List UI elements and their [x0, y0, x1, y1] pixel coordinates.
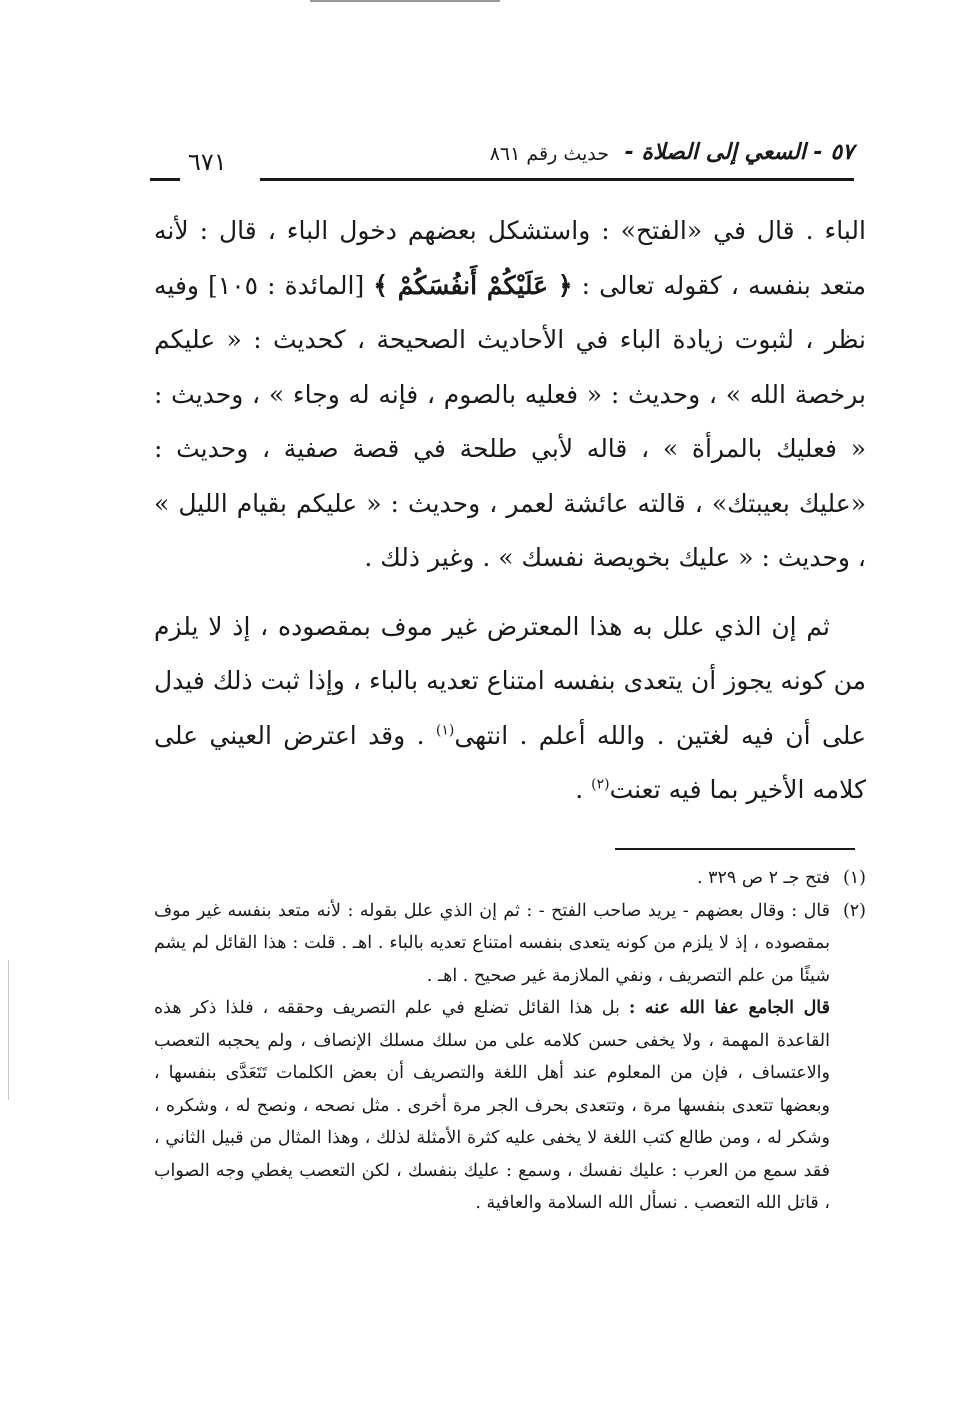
paragraph-2 — [154, 600, 866, 818]
footnote-ref-2[interactable]: (٢) — [591, 776, 610, 793]
header-rule — [260, 178, 854, 181]
footnote-2-author: قال الجامع عفا الله عنه : — [628, 998, 830, 1018]
quran-verse: ﴿ عَلَيْكُمْ أَنفُسَكُمْ ﴾ — [373, 270, 573, 300]
binding-edge-mark — [8, 960, 9, 1100]
running-header — [150, 140, 854, 184]
paragraph-2-text-b: . وقد اعترض العيني على كلامه الأخير بما فيه تعنت — [154, 720, 866, 804]
top-edge-rule — [310, 0, 500, 2]
header-rule-end — [150, 178, 180, 181]
paragraph-1 — [154, 204, 866, 586]
paragraph-2-text-c: . — [575, 775, 592, 804]
footnote-2 — [154, 895, 866, 1220]
footnote-1-number: (١) — [842, 868, 866, 888]
hadith-number: حديث رقم ٨٦١ — [489, 143, 609, 165]
paragraph-1-text-a: الباء . قال في «الفتح» : واستشكل بعضهم دخول الباء ، قال : لأنه متعد بنفسه ، كقوله تعالى : — [154, 216, 867, 300]
main-text — [154, 204, 866, 818]
footnote-2-number: (٢) — [842, 900, 866, 921]
paragraph-1-text-b: [المائدة : ١٠٥] وفيه نظر ، لثبوت زيادة الباء في الأحاديث الصحيحة ، كحديث : « عليكم برخصة الله » ، وحديث : « فعليه بالصوم ، فإنه له وجاء » ، وحديث : « فعليك بالمرأة » ، قاله لأبي طلحة في قصة صفية ، وحديث : «عليك بعيبتك» ، قالته عائشة لعمر ، وحديث : « عليكم بقيام الليل » ، وحديث : « عليك بخويصة نفسك » . وغير ذلك . — [154, 270, 866, 572]
paragraph-2-text-a: ثم إن الذي علل به هذا المعترض غير موف بمقصوده ، إذ لا يلزم من كونه يجوز أن يتعدى بنفسه امتناع تعديه بالباء ، وإذا ثبت ذلك فيدل على أن فيه لغتين . والله أعلم . انتهى — [154, 611, 866, 750]
footnote-separator — [615, 848, 855, 850]
chapter-title: ٥٧ - السعي إلى الصلاة - — [624, 140, 854, 165]
page-number: ٦٧١ — [188, 148, 227, 176]
footnote-1 — [154, 862, 866, 895]
footnote-ref-1[interactable]: (١) — [435, 722, 455, 739]
footnotes — [154, 862, 866, 1220]
footnote-1-text: فتح جـ ٢ ص ٣٢٩ . — [696, 868, 830, 888]
footnote-2-text-a: قال : وقال بعضهم - يريد صاحب الفتح - : ثم إن الذي علل بقوله : لأنه متعد بنفسه غير موف بمقصوده ، إذ لا يلزم من كونه يتعدى بنفسه امتناع تعديه بالباء . اهـ . قلت : هذا القائل لم يشم شيئًا من علم التصريف ، ونفي الملازمة غير صحيح . اهـ . — [154, 900, 830, 986]
footnote-2-text-b: بل هذا القائل تضلع في علم التصريف وحققه ، فلذا ذكر هذه القاعدة المهمة ، ولا يخفى حسن كلامه على من سلك مسلك الإنصاف ، ولم يحجبه التعصب والاعتساف ، فإن من المعلوم عند أهل اللغة والتصريف أن بعض الكلمات تَتَعَدَّى بنفسها ، وبعضها تتعدى بنفسها مرة ، وتتعدى بحرف الجر مرة أخرى . مثل نصحه ، ونصح له ، وشكره ، وشكر له ، ومن طالع كتب اللغة لا يخفى عليه كثرة الأمثلة لذلك ، وهذا المثال من قبيل الثاني ، فقد سمع من العرب : عليك نفسك ، وسمع : عليك بنفسك ، لكن التعصب يغطي وجه الصواب ، قاتل الله التعصب . نسأل الله السلامة والعافية . — [154, 998, 830, 1213]
